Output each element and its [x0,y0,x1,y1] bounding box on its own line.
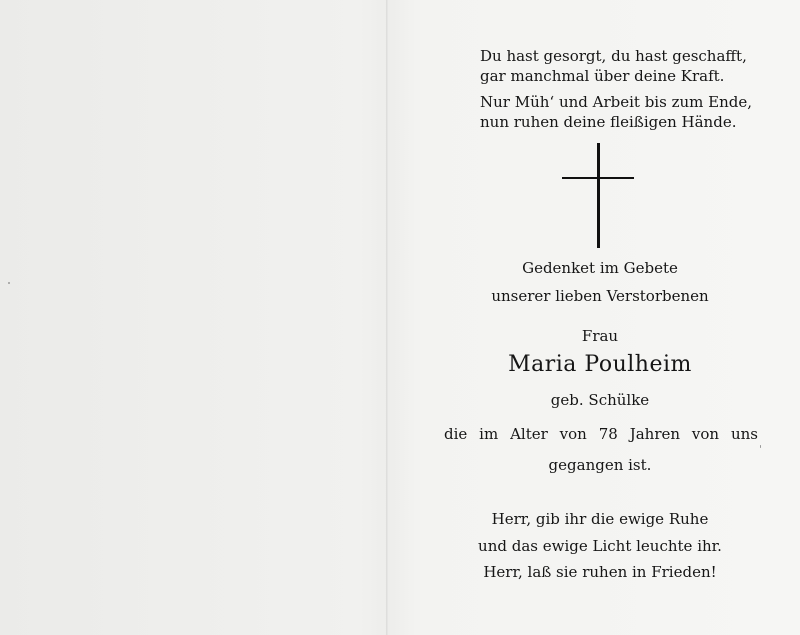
cross-icon [562,143,634,248]
verse-line: nun ruhen deine fleißigen Hände. [480,113,737,131]
remembrance-line-1: Gedenket im Gebete [522,259,678,277]
age-statement-line-2: gegangen ist. [548,456,652,474]
verse-line: Nur Müh‘ und Arbeit bis zum Ende, [480,93,752,111]
prayer-line-2: und das ewige Licht leuchte ihr. [478,537,722,555]
paper-speck [760,445,761,448]
deceased-name: Maria Poulheim [508,352,692,377]
verse-line: gar manchmal über deine Kraft. [480,67,725,85]
maiden-name: geb. Schülke [550,391,650,409]
verse-stanza-1 [480,46,780,86]
paper-speck [8,282,10,284]
center-fold [386,0,388,635]
verse-line: Du hast gesorgt, du hast geschafft, [480,47,747,65]
verse-stanza-2 [480,92,780,132]
prayer-line-3: Herr, laß sie ruhen in Frieden! [483,563,717,581]
age-statement-line-1: die im Alter von 78 Jahren von uns [444,425,758,443]
prayer-line-1: Herr, gib ihr die ewige Ruhe [491,510,709,528]
salutation: Frau [581,327,619,345]
remembrance-line-2: unserer lieben Verstorbenen [491,287,709,305]
